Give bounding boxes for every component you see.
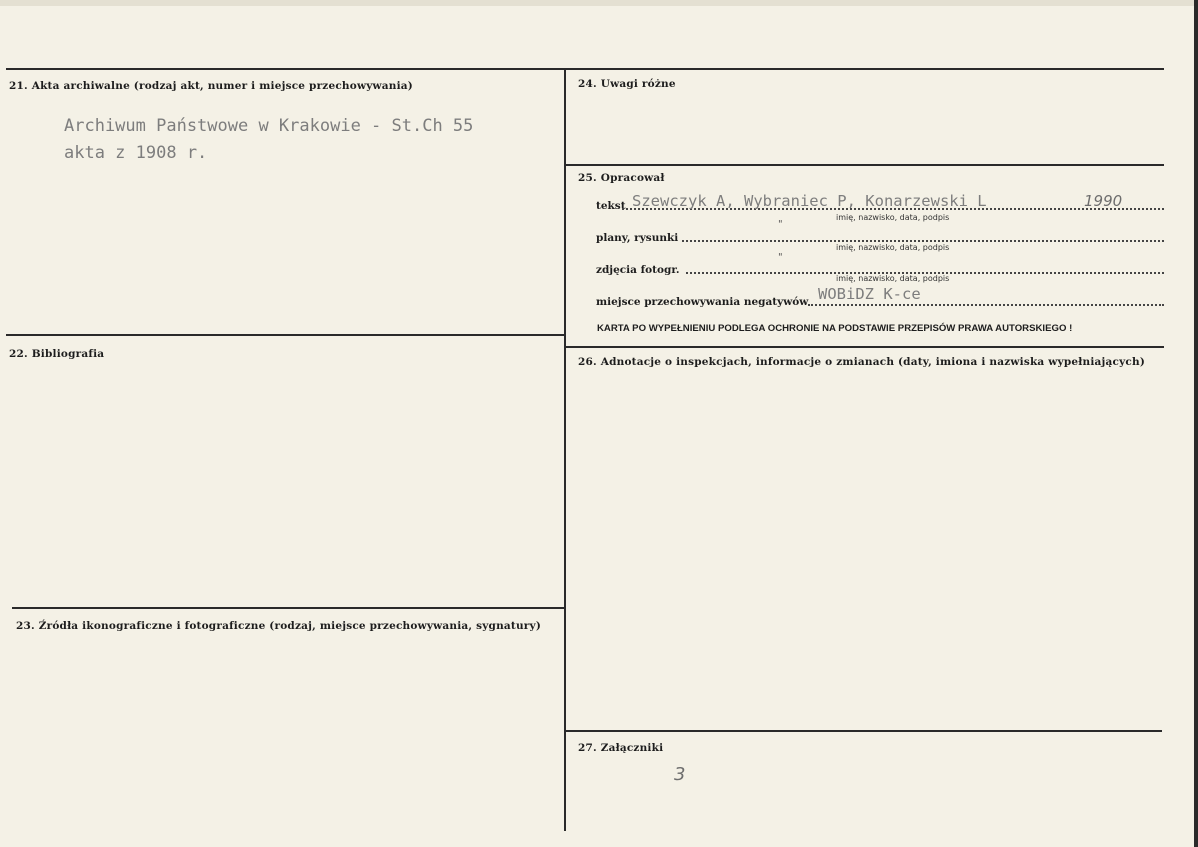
section-21-label: 21. Akta archiwalne (rodzaj akt, numer i miejsce przechowywania)	[9, 80, 413, 92]
tekst-label: tekst	[596, 200, 626, 212]
plany-dotted-line	[682, 240, 1164, 242]
archive-line-1: Archiwum Państwowe w Krakowie - St.Ch 55	[64, 116, 474, 136]
ditto-mark-2: "	[778, 252, 783, 263]
tekst-year: 1990	[1084, 192, 1123, 210]
section-24-label: 24. Uwagi różne	[578, 78, 676, 90]
attachments-value: 3	[674, 764, 686, 785]
top-rule	[6, 68, 1164, 70]
section-26-label: 26. Adnotacje o inspekcjach, informacje o zmianach (daty, imiona i nazwiska wypełniających)	[578, 356, 1146, 368]
plany-caption: imię, nazwisko, data, podpis	[836, 243, 950, 252]
section-25-label: 25. Opracował	[578, 172, 665, 184]
tekst-value: Szewczyk A, Wybraniec P, Konarzewski L	[632, 192, 987, 210]
zdjecia-caption: imię, nazwisko, data, podpis	[836, 274, 950, 283]
rule-21-22	[6, 334, 564, 336]
negatywy-dotted-line	[808, 304, 1164, 306]
section-27-label: 27. Załączniki	[578, 742, 664, 754]
plany-label: plany, rysunki	[596, 232, 679, 244]
page-right-edge	[1194, 0, 1198, 847]
ditto-mark-1: "	[778, 219, 783, 230]
page-top-edge	[0, 0, 1198, 6]
field-plany	[596, 228, 1164, 244]
rule-22-23	[12, 607, 564, 609]
tekst-caption: imię, nazwisko, data, podpis	[836, 213, 950, 222]
rule-26-27	[566, 730, 1162, 732]
negatywy-value: WOBiDZ K-ce	[818, 285, 921, 303]
zdjecia-label: zdjęcia fotogr.	[596, 264, 680, 276]
copyright-notice: KARTA PO WYPEŁNIENIU PODLEGA OCHRONIE NA PODSTAWIE PRZEPISÓW PRAWA AUTORSKIEGO !	[597, 323, 1073, 334]
rule-25-26	[566, 346, 1164, 348]
center-rule	[564, 68, 566, 831]
section-22-label: 22. Bibliografia	[9, 348, 105, 360]
negatywy-label: miejsce przechowywania negatywów	[596, 296, 809, 308]
section-23-label: 23. Źródła ikonograficzne i fotograficzne (rodzaj, miejsce przechowywania, sygnatury)	[16, 620, 541, 632]
rule-24-25	[566, 164, 1164, 166]
archive-line-2: akta z 1908 r.	[64, 143, 208, 163]
